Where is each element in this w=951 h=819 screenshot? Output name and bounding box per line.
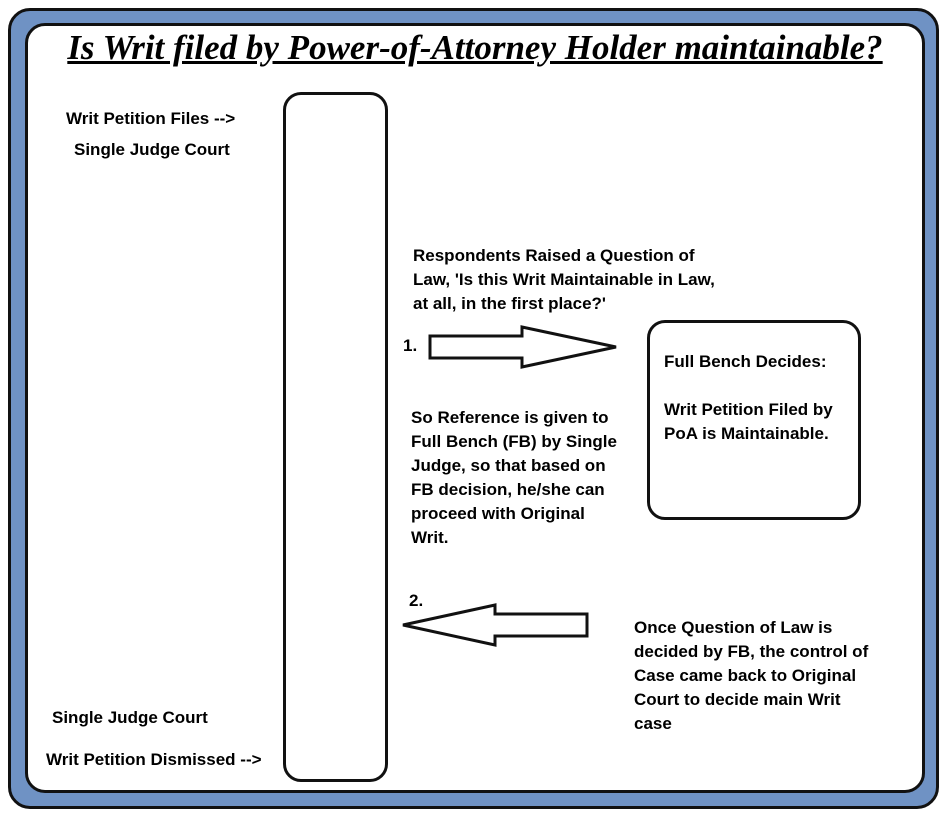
full-bench-decision-text: Full Bench Decides: Writ Petition Filed by PoA is Maintainable. [664, 352, 833, 443]
control-returned-text: Once Question of Law is decided by FB, the control of Case came back to Original Court to decide main Writ case [634, 618, 869, 733]
question-of-law-text: Respondents Raised a Question of Law, 'Is this Writ Maintainable in Law, at all, in the first place?' [413, 246, 715, 313]
single-judge-court-bottom-label: Single Judge Court [52, 708, 208, 727]
writ-dismissed-label: Writ Petition Dismissed --> [46, 750, 262, 769]
diagram-title: Is Writ filed by Power-of-Attorney Holder maintainable? [67, 28, 883, 67]
single-judge-court-top-label: Single Judge Court [74, 140, 230, 159]
step-1-label: 1. [403, 336, 418, 355]
writ-filed-label: Writ Petition Files --> [66, 109, 236, 128]
step-2-label: 2. [409, 591, 424, 610]
reference-text: So Reference is given to Full Bench (FB) by Single Judge, so that based on FB decision, he/she can proceed with Original Writ. [411, 408, 617, 547]
